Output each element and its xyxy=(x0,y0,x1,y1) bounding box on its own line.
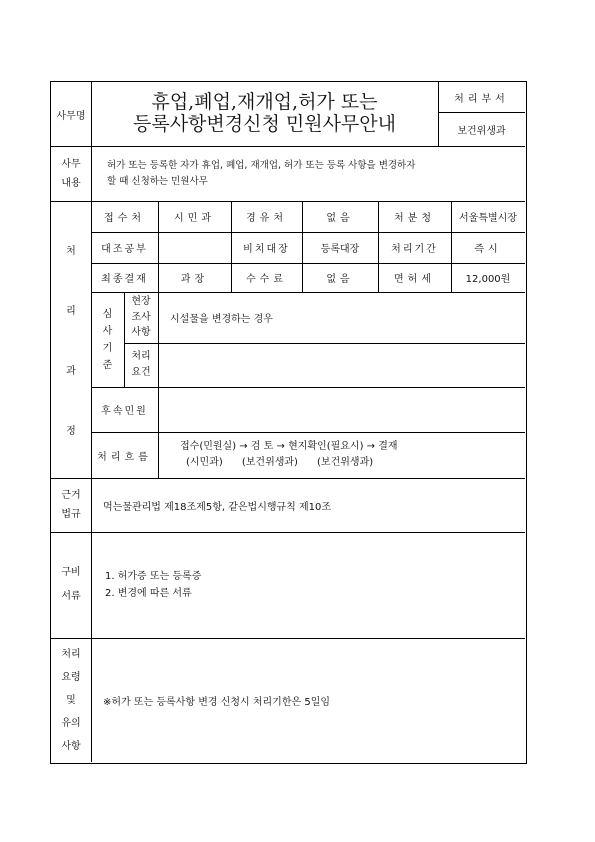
content-text-line-1: 허가 또는 등록한 자가 휴업, 폐업, 재개업, 허가 또는 등록 사항을 변경하자 xyxy=(107,160,416,172)
notes-label-line: 요령 xyxy=(61,671,81,683)
process-char: 정 xyxy=(66,426,76,438)
license-tax-value: 12,000원 xyxy=(465,274,511,285)
documents-label-1: 구비 xyxy=(61,567,81,578)
process-char: 과 xyxy=(66,366,76,378)
kept-register-value: 등록대장 xyxy=(320,244,360,255)
content-label xyxy=(51,146,91,201)
followup-label: 후속민원 xyxy=(101,406,148,417)
site-inspection-label xyxy=(124,292,158,343)
criteria-char: 사 xyxy=(102,325,113,337)
required-documents-list xyxy=(91,532,525,638)
legal-basis-label xyxy=(51,478,91,532)
fee-value: 없음 xyxy=(326,274,354,285)
page-title xyxy=(91,82,438,146)
work-name-label: 사무명 xyxy=(56,110,86,122)
dept-value: 보건위생과 xyxy=(457,125,506,137)
notes-label-line: 및 xyxy=(66,694,76,706)
processing-flow-label: 처리흐름 xyxy=(97,451,152,463)
process-side-label xyxy=(51,201,91,478)
notes-label-line: 유의 xyxy=(61,717,81,729)
content-text-line-2: 할 때 신청하는 민원사무 xyxy=(107,175,208,187)
site-label-line: 현장 xyxy=(131,296,151,308)
cond-label-line: 요건 xyxy=(131,367,151,378)
legal-label-2: 법규 xyxy=(61,509,81,520)
notes-label-line: 사항 xyxy=(61,740,81,752)
final-approval-label: 최종결재 xyxy=(101,274,148,285)
criteria-char: 기 xyxy=(102,342,113,354)
disposition-office-value: 서울특별시장 xyxy=(459,213,517,224)
processing-period-label: 처리기간 xyxy=(391,244,438,255)
flow-steps: 접수(민원실) → 검 토 → 현지확인(필요시) → 결재 xyxy=(180,441,398,452)
processing-flow xyxy=(158,432,525,478)
process-char: 처 xyxy=(66,245,76,257)
content-text xyxy=(91,146,525,201)
dept-label: 처리부서 xyxy=(454,93,509,105)
document-item: 2. 변경에 따른 서류 xyxy=(105,588,192,599)
kept-register-label: 비치대장 xyxy=(243,244,290,255)
notes-label-line: 처리 xyxy=(61,648,81,660)
followup-value xyxy=(158,387,525,432)
via-office-label: 경유처 xyxy=(246,213,287,224)
content-label-2: 내용 xyxy=(61,177,81,189)
receipt-office-label: 접수처 xyxy=(104,213,145,224)
required-documents-label xyxy=(51,532,91,638)
criteria-char: 심 xyxy=(102,308,113,320)
title-line-1: 휴업,폐업,재개업,허가 또는 xyxy=(151,91,378,114)
processing-requirements-value xyxy=(158,343,525,387)
cond-label-line: 처리 xyxy=(131,351,151,362)
criteria-char: 준 xyxy=(102,359,113,371)
reference-register-label: 대조공부 xyxy=(101,244,148,255)
legal-label-1: 근거 xyxy=(61,490,81,501)
notes-label xyxy=(51,638,91,762)
site-label-line: 사항 xyxy=(131,327,151,339)
reference-register-value xyxy=(158,232,231,263)
processing-period-value: 즉시 xyxy=(474,244,502,255)
fee-label: 수수료 xyxy=(246,274,287,285)
disposition-office-label: 처분청 xyxy=(394,213,435,224)
via-office-value: 없음 xyxy=(326,213,354,224)
final-approval-value: 과장 xyxy=(180,274,209,285)
license-tax-label: 면허세 xyxy=(394,274,435,285)
civil-affairs-guide-form xyxy=(50,81,527,764)
process-char: 리 xyxy=(66,305,76,317)
documents-label-2: 서류 xyxy=(61,591,81,602)
document-item: 1. 허가증 또는 등록증 xyxy=(105,571,202,582)
content-label-1: 사무 xyxy=(61,158,81,170)
site-label-line: 조사 xyxy=(131,311,151,323)
title-line-2: 등록사항변경신청 민원사무안내 xyxy=(133,113,396,135)
flow-departments: (시민과) (보건위생과) (보건위생과) xyxy=(186,457,374,468)
site-inspection-value: 시설물을 변경하는 경우 xyxy=(170,314,273,325)
processing-requirements-label xyxy=(124,343,158,387)
receipt-office-value: 시민과 xyxy=(174,213,215,224)
legal-basis-text: 먹는물관리법 제18조제5항, 같은법시행규칙 제10조 xyxy=(103,501,332,513)
review-criteria-label xyxy=(91,292,124,387)
notes-text: ※허가 또는 등록사항 변경 신청시 처리기한은 5일임 xyxy=(103,696,331,708)
